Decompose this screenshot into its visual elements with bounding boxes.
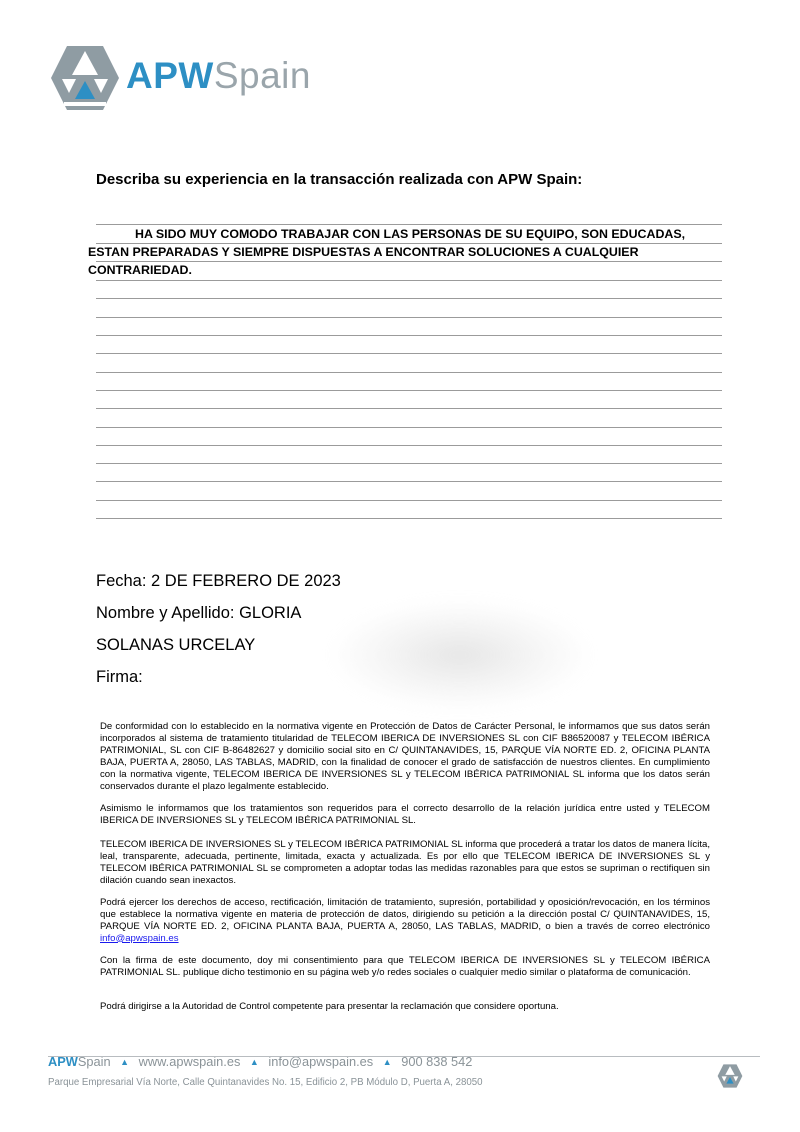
footer-brand-spain: Spain — [77, 1054, 111, 1069]
fecha-field: Fecha: 2 DE FEBRERO DE 2023 — [96, 572, 341, 590]
firma-label: Firma: — [96, 668, 143, 686]
apw-hexagon-icon — [50, 45, 120, 111]
legal-paragraph: Podrá dirigirse a la Autoridad de Control competente para presentar la reclamación que considere oportuna. — [100, 1001, 559, 1012]
answer-rule — [96, 463, 722, 464]
answer-text-line: CONTRARIEDAD. — [88, 263, 192, 277]
answer-rule — [96, 390, 722, 391]
answer-text-line: ESTAN PREPARADAS Y SIEMPRE DISPUESTAS A ENCONTRAR SOLUCIONES A CUALQUIER — [88, 245, 639, 259]
answer-rule — [96, 317, 722, 318]
logo-apw-text: APW — [126, 55, 214, 96]
form-question: Describa su experiencia en la transacción realizada con APW Spain: — [96, 171, 583, 188]
legal-paragraph: TELECOM IBERICA DE INVERSIONES SL y TELECOM IBÉRICA PATRIMONIAL SL informa que procederá a tratar los datos de manera lícita, leal, transparente, adecuada, pertinente, limitada, exacta y actualizada. Es por ello que TELECOM IBERICA DE INVERSIONES SL y TELECOM IBÉRICA PATRIMONIAL SL se comprometen a adoptar todas las medidas razonables para que estos se supriman o rectifiquen sin dilación cuando sean inexactos. — [100, 839, 710, 886]
triangle-separator-icon: ▲ — [249, 1057, 259, 1067]
answer-rule — [96, 335, 722, 336]
answer-rule — [96, 353, 722, 354]
apw-spain-logo — [50, 45, 320, 111]
answer-text-line: HA SIDO MUY COMODO TRABAJAR CON LAS PERSONAS DE SU EQUIPO, SON EDUCADAS, — [135, 227, 686, 241]
triangle-separator-icon: ▲ — [382, 1057, 392, 1067]
answer-rule — [96, 261, 722, 262]
logo-wordmark — [126, 53, 311, 99]
answer-rule — [96, 408, 722, 409]
footer-address: Parque Empresarial Vía Norte, Calle Quintanavides No. 15, Edificio 2, PB Módulo D, Puerta A, 28050 — [48, 1077, 483, 1088]
signature-redacted — [330, 600, 590, 710]
answer-rule — [96, 500, 722, 501]
nombre-field: Nombre y Apellido: GLORIA — [96, 604, 302, 622]
footer-email[interactable]: info@apwspain.es — [268, 1054, 374, 1069]
answer-rule — [96, 243, 722, 244]
footer-hexagon-logo-icon — [716, 1064, 744, 1088]
answer-rule — [96, 372, 722, 373]
legal-rights-text: Podrá ejercer los derechos de acceso, rectificación, limitación de tratamiento, supresión, portabilidad y oposición/revocación, en los términos que establece la normativa vigente en materia de protección de datos, dirigiendo su petición a la dirección postal C/ QUINTANAVIDES, 15, PARQUE VÍA NORTE ED. 2, OFICINA PLANTA BAJA, PUERTA A, 28050, LAS TABLAS, MADRID, o bien a través de correo electrónico — [100, 897, 710, 932]
answer-rule — [96, 518, 722, 519]
nombre-field-continued: SOLANAS URCELAY — [96, 636, 256, 654]
answer-rule — [96, 224, 722, 225]
answer-rule — [96, 280, 722, 281]
footer-divider — [48, 1056, 760, 1057]
logo-spain-text: Spain — [213, 55, 311, 96]
answer-rule — [96, 445, 722, 446]
legal-paragraph: Con la firma de este documento, doy mi consentimiento para que TELECOM IBERICA DE INVERSIONES SL y TELECOM IBÉRICA PATRIMONIAL SL. publique dicho testimonio en su página web y/o redes sociales o cualquier medio similar o plataforma de comunicación. — [100, 955, 710, 978]
legal-paragraph: De conformidad con lo establecido en la normativa vigente en Protección de Datos de Carácter Personal, le informamos que sus datos serán incorporados al sistema de tratamiento titularidad de TELECOM IBERICA DE INVERSIONES SL con CIF B86520087 y TELECOM IBÉRICA PATRIMONIAL, SL con CIF B-86482627 y domicilio social sito en C/ QUINTANAVIDES, 15, PARQUE VÍA NORTE ED. 2, OFICINA PLANTA BAJA, PUERTA A, 28050, LAS TABLAS, MADRID, con la finalidad de conocer el grado de satisfacción de nuestros clientes. En cumplimiento con la normativa vigente, TELECOM IBERICA DE INVERSIONES SL y TELECOM IBÉRICA PATRIMONIAL SL informa que los datos serán conservados durante el plazo legalmente establecido. — [100, 721, 710, 792]
footer-phone: 900 838 542 — [401, 1054, 473, 1069]
footer-brand-apw: APW — [48, 1054, 78, 1069]
triangle-separator-icon: ▲ — [120, 1057, 130, 1067]
answer-rule — [96, 427, 722, 428]
legal-paragraph: Asimismo le informamos que los tratamientos son requeridos para el correcto desarrollo de la relación jurídica entre usted y TELECOM IBERICA DE INVERSIONES SL y TELECOM IBÉRICA PATRIMONIAL SL. — [100, 803, 710, 826]
legal-paragraph — [100, 897, 710, 945]
answer-rule — [96, 298, 722, 299]
contact-email-link[interactable]: info@apwspain.es — [100, 932, 179, 944]
answer-rule — [96, 481, 722, 482]
footer-website[interactable]: www.apwspain.es — [138, 1054, 241, 1069]
